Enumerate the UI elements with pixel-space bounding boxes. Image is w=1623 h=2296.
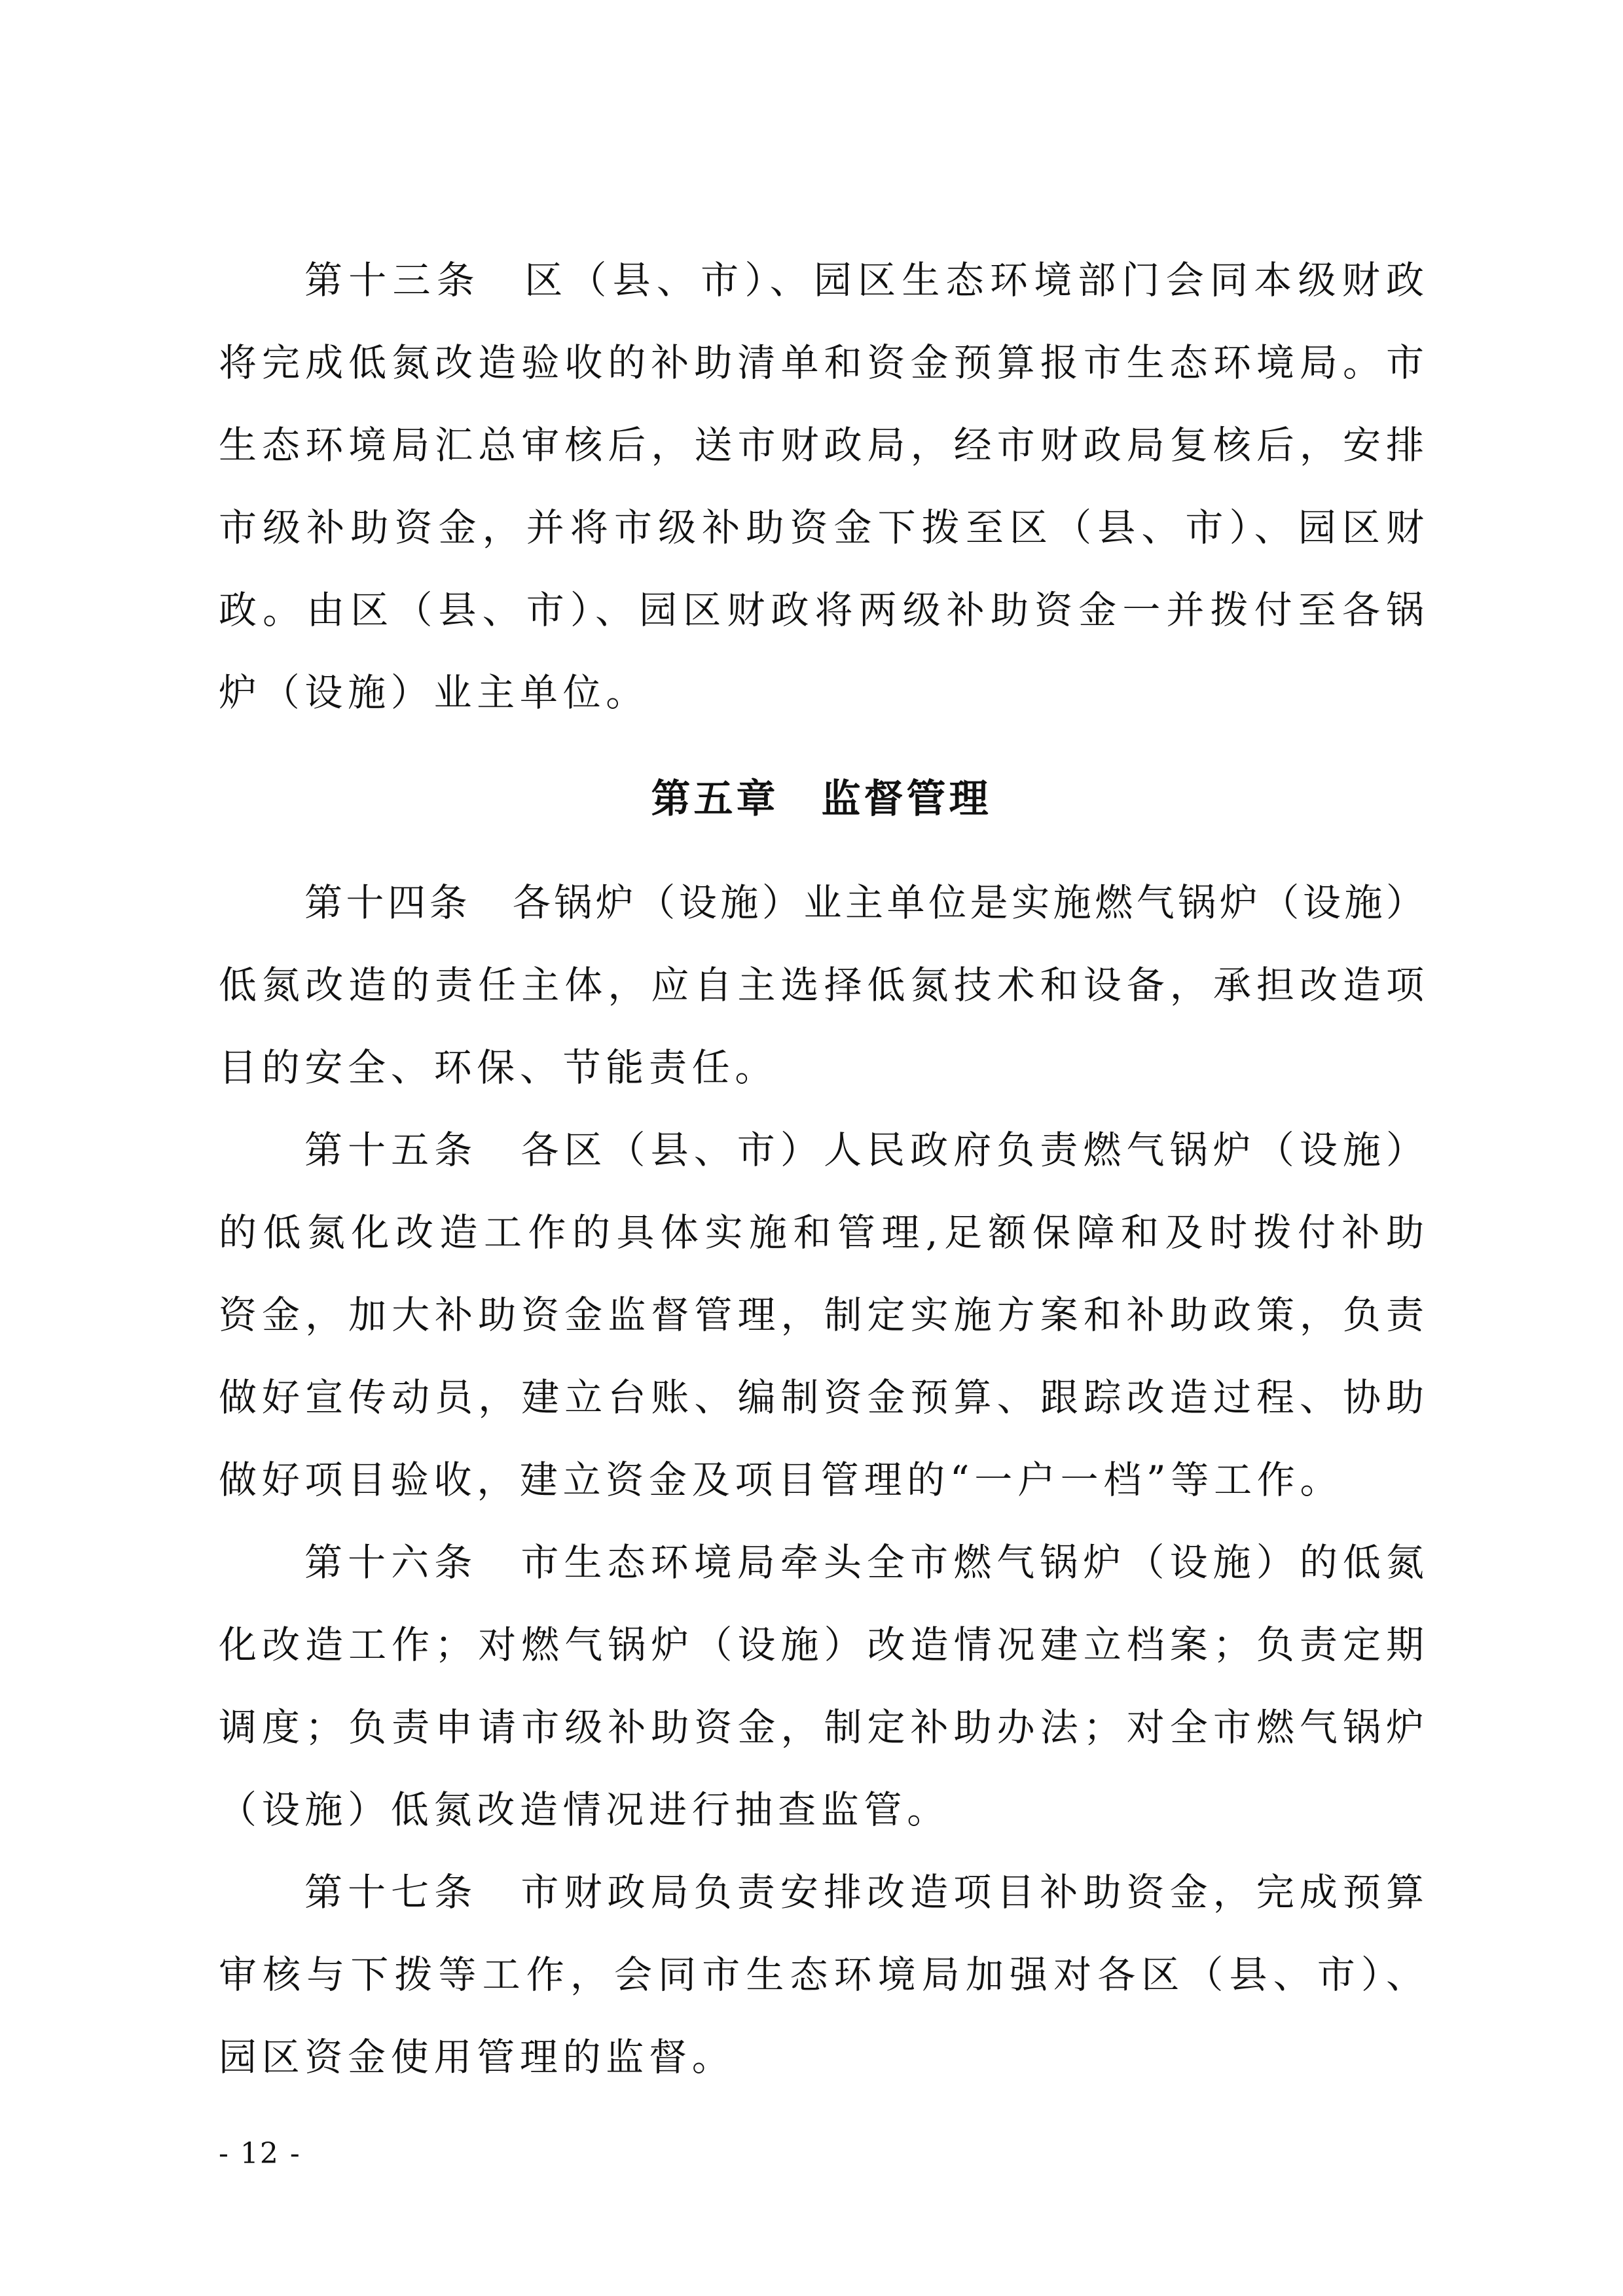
article-15-line: 做好宣传动员，建立台账、编制资金预算、跟踪改造过程、协助: [219, 1375, 1424, 1420]
page-number: - 12 -: [219, 2137, 301, 2170]
article-15: [219, 1109, 1424, 1521]
article-15-line: 做好项目验收，建立资金及项目管理的“一户一档”等工作。: [219, 1458, 1343, 1502]
document-body: [219, 239, 1424, 2098]
article-17: [219, 1851, 1424, 2098]
article-16: [219, 1521, 1424, 1851]
article-13-line: 市级补助资金，并将市级补助资金下拨至区（县、市）、园区财: [219, 505, 1424, 550]
article-13-line: 政。由区（县、市）、园区财政将两级补助资金一并拨付至各锅: [219, 588, 1424, 632]
article-14-line: 低氮改造的责任主体，应自主选择低氮技术和设备，承担改造项: [219, 963, 1424, 1007]
article-16-line: （设施）低氮改造情况进行抽查监管。: [219, 1787, 950, 1832]
article-13: [219, 239, 1424, 734]
article-17-line: 审核与下拨等工作，会同市生态环境局加强对各区（县、市）、: [219, 1952, 1424, 1997]
article-14-line: 第十四条 各锅炉（设施）业主单位是实施燃气锅炉（设施）: [304, 880, 1424, 925]
article-16-line: 调度；负责申请市级补助资金，制定补助办法；对全市燃气锅炉: [219, 1705, 1424, 1749]
chapter-heading: 第五章 监督管理: [651, 776, 992, 822]
article-13-line: 炉（设施）业主单位。: [219, 670, 649, 715]
article-14: [219, 861, 1424, 1109]
article-13-line: 将完成低氮改造验收的补助清单和资金预算报市生态环境局。市: [219, 340, 1424, 385]
article-16-line: 化改造工作；对燃气锅炉（设施）改造情况建立档案；负责定期: [219, 1623, 1424, 1667]
article-13-line: 生态环境局汇总审核后，送市财政局，经市财政局复核后，安排: [219, 423, 1424, 467]
article-17-line: 第十七条 市财政局负责安排改造项目补助资金，完成预算: [304, 1870, 1424, 1914]
article-15-line: 资金，加大补助资金监督管理，制定实施方案和补助政策，负责: [219, 1293, 1424, 1337]
article-15-line: 第十五条 各区（县、市）人民政府负责燃气锅炉（设施）: [304, 1128, 1424, 1172]
article-17-line: 园区资金使用管理的监督。: [219, 2035, 735, 2079]
article-13-line: 第十三条 区（县、市）、园区生态环境部门会同本级财政: [304, 258, 1424, 302]
article-16-line: 第十六条 市生态环境局牵头全市燃气锅炉（设施）的低氮: [304, 1540, 1424, 1585]
article-15-line: 的低氮化改造工作的具体实施和管理,足额保障和及时拨付补助: [219, 1210, 1424, 1255]
article-14-line: 目的安全、环保、节能责任。: [219, 1045, 778, 1090]
